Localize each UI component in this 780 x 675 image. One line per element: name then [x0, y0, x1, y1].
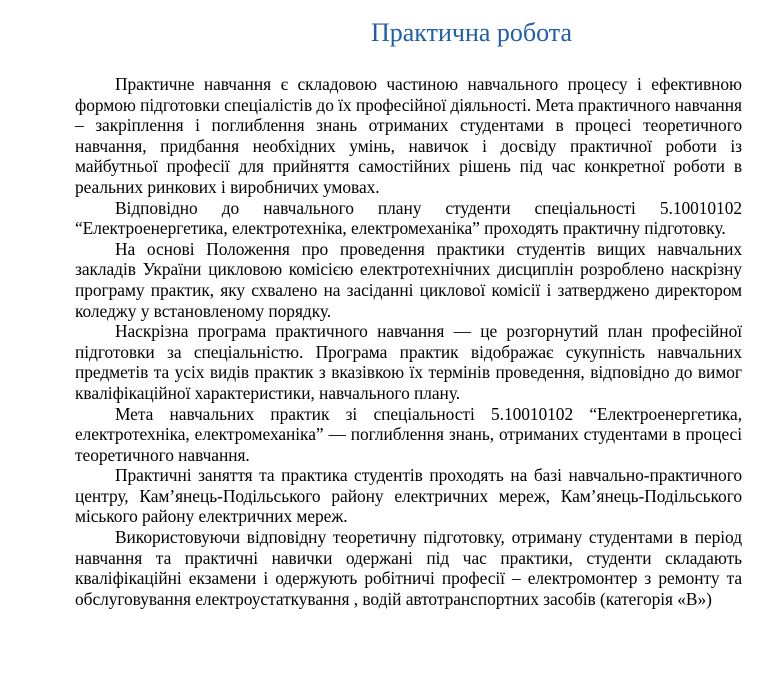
paragraph-4: Наскрізна програма практичного навчання — це розгорнутий план професійної підготовки за спеціальністю. Програма практик відображає сукупність навчальних предметів та усіх видів практик з вказівкою їх термінів проведення, відповідно до вимог кваліфікаційної характеристики, навчального плану.: [75, 321, 742, 403]
paragraph-5: Мета навчальних практик зі спеціальності 5.10010102 “Електроенергетика, електротехніка, електромеханіка” — поглиблення знань, отриманих студентами в процесі теоретичного навчання.: [75, 403, 742, 465]
page-title: Практична робота: [370, 18, 573, 47]
paragraph-6: Практичні заняття та практика студентів проходять на базі навчально-практичного центру, Кам’янець-Подільського району електричних мереж, Кам’янець-Подільського міського району електричних мереж.: [75, 465, 742, 527]
paragraph-1: Практичне навчання є складовою частиною навчального процесу і ефективною формою підготовки спеціалістів до їх професійної діяльності. Мета практичного навчання – закріплення і поглиблення знань отриманих студентами в процесі теоретичного навчання, придбання необхідних умінь, навичок і досвіду практичної роботи із майбутньої професії для прийняття самостійних рішень під час конкретної роботи в реальних ринкових і виробничих умовах.: [75, 74, 742, 197]
paragraph-2: Відповідно до навчального плану студенти спеціальності 5.10010102 “Електроенергетика, електротехніка, електромеханіка” проходять практичну підготовку.: [75, 197, 742, 239]
paragraph-7: Використовуючи відповідну теоретичну підготовку, отриману студентами в період навчання та практичні навички одержані під час практики, студенти складають кваліфікаційні екзамени і одержують робітничі професії – електромонтер з ремонту та обслуговування електроустаткування , водій автотранспортних засобів (категорія «В»): [75, 527, 742, 609]
paragraph-3: На основі Положення про проведення практики студентів вищих навчальних закладів України цикловою комісією електротехнічних дисциплін розроблено наскрізну програму практик, яку схвалено на засіданні циклової комісії і затверджено директором коледжу у встановленому порядку.: [75, 238, 742, 321]
